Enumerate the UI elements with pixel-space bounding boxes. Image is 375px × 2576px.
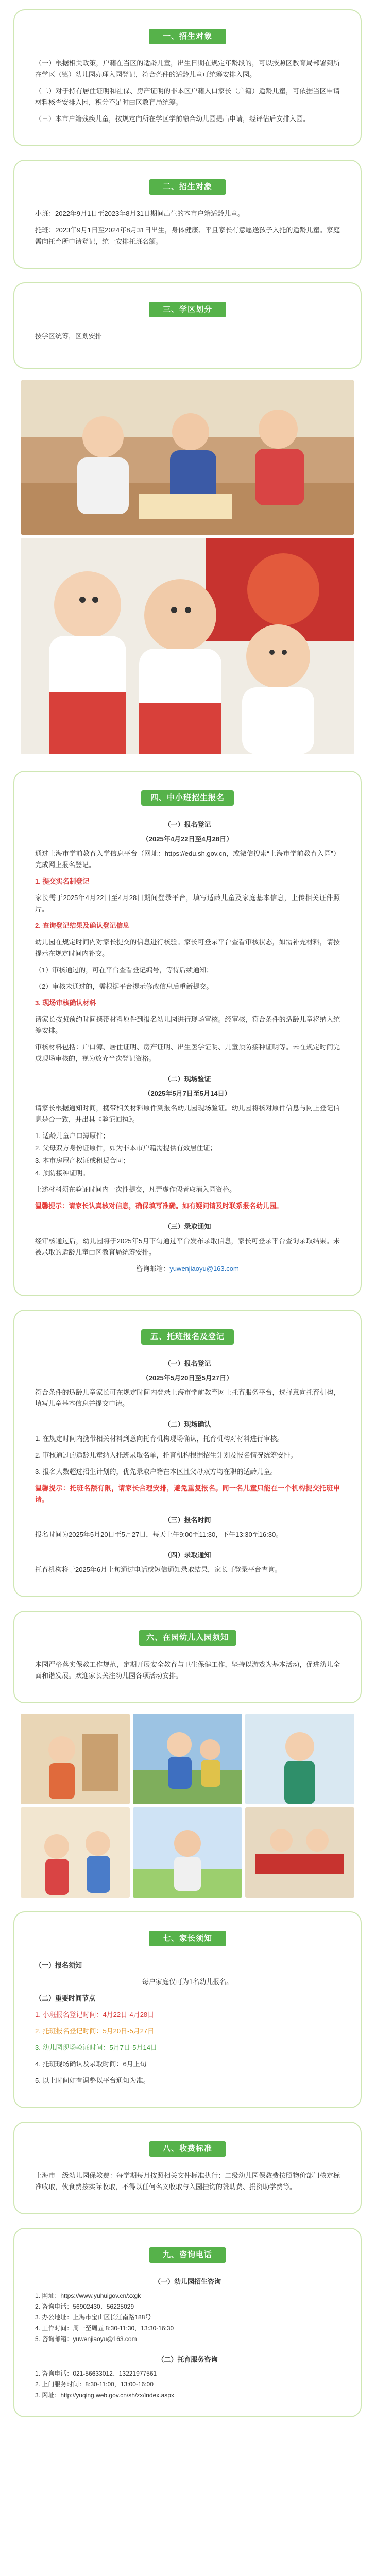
section-nursery-registration <box>13 1310 362 1597</box>
photo-activity <box>21 1807 130 1898</box>
paragraph-nursery-class: 托班：2023年9月1日至2024年8月31日出生，身体健康、平且家长有意愿送孩子入托的适龄儿童。家庭需向托育所申请登记，统一安排托班名额。 <box>35 226 340 245</box>
subheading: （二）现场验证 <box>164 1075 211 1083</box>
section-parent-notice <box>13 1911 362 2108</box>
step-heading: 3. 现场审核确认材料 <box>35 999 96 1007</box>
paragraph: 上海市一级幼儿园保教费：每学期每月按照相关文件标准执行；二级幼儿园保教费按照物价部门核定标准收取，伙食费按实际收取，不得以任何名义收取与入园挂钩的赞助费、捐资助学费等。 <box>35 2172 340 2191</box>
paragraph: 2. 审核通过的适龄儿童纳入托班录取名单，托育机构根据招生计划及报名情况统筹安排。 <box>35 1451 297 1459</box>
paragraph: （一）根据相关政策，户籍在当区的适龄儿童，出生日期在规定年龄段的，可以按照区教育局部署到所在学区（镇）幼儿园办理入园登记，符合条件的适龄儿童可统筹安排入园。 <box>35 59 340 78</box>
list-item: 4. 预防接种证明。 <box>35 1169 90 1177</box>
contact-line: 3. 办公地址：上海市宝山区长江南路188号 <box>35 2314 151 2321</box>
contact-line[interactable]: 3. 网址：http://yuqing.web.gov.cn/sh/zx/index.aspx <box>35 2392 174 2399</box>
paragraph: 经审核通过后，幼儿园将于2025年5月下旬通过平台发布录取信息，家长可登录平台查询录取结果。未被录取的适龄儿童由区教育局统筹安排。 <box>35 1237 340 1256</box>
subheading: （一）报名登记 <box>164 1360 211 1367</box>
paragraph: （三）本市户籍残疾儿童，按规定向所在学区学前融合幼儿园提出申请，经评估后安排入园。 <box>35 115 310 123</box>
paragraph: 按学区统筹，区划安排 <box>35 332 103 340</box>
section-title: 七、家长须知 <box>149 1931 226 1946</box>
contact-line[interactable]: 5. 咨询邮箱：yuwenjiaoyu@163.com <box>35 2335 137 2343</box>
paragraph: 幼儿园在规定时间内对家长提交的信息进行核验。家长可登录平台查看审核状态，如需补充材料，请按提示在规定时间内补交。 <box>35 938 340 957</box>
contact-line: 2. 上门服务时间：8:30-11:00，13:00-16:00 <box>35 2381 154 2388</box>
paragraph-small-class: 小班：2022年9月1日至2023年8月31日期间出生的本市户籍适龄儿童。 <box>35 210 244 217</box>
paragraph: 报名时间为2025年5月20日至5月27日，每天上午9:00至11:30，下午13:30至16:30。 <box>35 1531 283 1538</box>
warning-text: 温馨提示：请家长认真核对信息，确保填写准确。如有疑问请及时联系报名幼儿园。 <box>35 1202 283 1210</box>
photo-activity <box>21 1714 130 1804</box>
section-fees <box>13 2122 362 2214</box>
section-district <box>13 282 362 369</box>
contact-line: 2. 咨询电话：56902430、56225029 <box>35 2303 134 2310</box>
notice-heading: （二）重要时间节点 <box>35 1994 96 2002</box>
paragraph: 通过上海市学前教育入学信息平台（网址：https://edu.sh.gov.cn，或微信搜索“上海市学前教育入园”）完成网上报名登记。 <box>35 850 340 869</box>
timeline-item: 2. 托班报名登记时间：5月20日-5月27日 <box>35 2027 155 2035</box>
subheading: （四）录取通知 <box>164 1551 211 1559</box>
section-title: 八、收费标准 <box>149 2141 226 2157</box>
section-kindergarten-notice <box>13 1611 362 1703</box>
subheading-date: （2025年5月20日至5月27日） <box>142 1374 233 1382</box>
subheading-date: （2025年4月22日至4月28日） <box>142 835 233 843</box>
subheading-date: （2025年5月7日至5月14日） <box>144 1090 231 1097</box>
contact-email[interactable]: yuwenjiaoyu@163.com <box>169 1265 239 1273</box>
list-item: 1. 适龄儿童户口簿原件； <box>35 1132 110 1140</box>
subheading: （一）报名登记 <box>164 821 211 828</box>
section-title: 二、招生对象 <box>149 179 226 195</box>
timeline-item: 4. 托班现场确认及录取时间：6月上旬 <box>35 2060 147 2068</box>
paragraph: 本园严格落实保教工作规范，定期开展安全教育与卫生保健工作，坚持以游戏为基本活动，促进幼儿全面和谐发展。欢迎家长关注幼儿园各项活动安排。 <box>35 1660 340 1680</box>
timeline-item: 3. 幼儿园现场验证时间：5月7日-5月14日 <box>35 2044 157 2052</box>
subheading: （三）报名时间 <box>164 1516 211 1524</box>
step-heading: 2. 查询登记结果及确认登记信息 <box>35 922 130 929</box>
section-title: 六、在园幼儿入园须知 <box>139 1630 236 1646</box>
section-title: 五、托班报名及登记 <box>141 1329 234 1345</box>
paragraph: 家长需于2025年4月22日至4月28日期间登录平台，填写适龄儿童及家庭基本信息，上传相关证件照片。 <box>35 894 340 913</box>
section-title: 三、学区划分 <box>149 302 226 317</box>
contact-line[interactable]: 1. 网址：https://www.yuhuigov.cn/xxgk <box>35 2292 141 2299</box>
photo-activity <box>133 1807 242 1898</box>
paragraph: 每户家庭仅可为1名幼儿报名。 <box>142 1978 233 1986</box>
photo-children-craft <box>21 380 354 535</box>
contact-label: 咨询邮箱： <box>136 1265 170 1273</box>
paragraph: 上述材料须在验证时间内一次性提交，凡弄虚作假者取消入园资格。 <box>35 1185 236 1193</box>
photo-children-smiling <box>21 538 354 754</box>
paragraph: （二）对于持有居住证明和社保、房产证明的非本区户籍人口家长（户籍）适龄儿童，可依据当区申请材料核查安排入园，积分不足时由区教育局统筹。 <box>35 87 340 106</box>
list-item: 3. 本市房屋产权证或租赁合同； <box>35 1157 130 1164</box>
timeline-item: 5. 以上时间如有调整以平台通知为准。 <box>35 2077 150 2084</box>
paragraph: （1）审核通过的，可在平台查看登记编号，等待后续通知； <box>35 966 213 974</box>
section-age-range <box>13 160 362 269</box>
paragraph: 请家长根据通知时间，携带相关材料原件到报名幼儿园现场验证。幼儿园将核对原件信息与网上登记信息是否一致，并出具《验证回执》。 <box>35 1104 340 1123</box>
paragraph: 托育机构将于2025年6月上旬通过电话或短信通知录取结果，家长可登录平台查询。 <box>35 1566 282 1573</box>
subheading: （二）托育服务咨询 <box>157 2355 218 2363</box>
contact-line <box>35 1263 340 1275</box>
section-small-class-registration <box>13 771 362 1296</box>
contact-line: 1. 咨询电话：021-56633012、13221977561 <box>35 2370 157 2377</box>
section-contact <box>13 2228 362 2417</box>
paragraph: 符合条件的适龄儿童家长可在规定时间内登录上海市学前教育网上托育服务平台，选择意向托育机构，填写儿童基本信息并提交申请。 <box>35 1388 340 1408</box>
section-enrollment-targets <box>13 9 362 146</box>
paragraph: （2）审核未通过的，需根据平台提示修改信息后重新提交。 <box>35 982 213 990</box>
photo-grid-activities <box>21 1714 354 1898</box>
section-title: 一、招生对象 <box>149 29 226 44</box>
step-heading: 1. 提交实名制登记 <box>35 877 90 885</box>
list-item: 2. 父母双方身份证原件，如为非本市户籍需提供有效居住证； <box>35 1144 217 1152</box>
paragraph: 3. 报名人数超过招生计划的，优先录取户籍在本区且父母双方均在职的适龄儿童。 <box>35 1468 277 1476</box>
paragraph: 审核材料包括：户口簿、居住证明、房产证明、出生医学证明、儿童预防接种证明等。未在规定时间完成现场审核的，视为放弃当次登记资格。 <box>35 1043 340 1062</box>
subheading: （二）现场确认 <box>164 1420 211 1428</box>
subheading: （一）幼儿园招生咨询 <box>154 2278 221 2285</box>
paragraph: 1. 在规定时间内携带相关材料到意向托育机构现场确认，托育机构对材料进行审核。 <box>35 1435 284 1443</box>
notice-heading: （一）报名须知 <box>35 1961 82 1969</box>
section-title: 九、咨询电话 <box>149 2247 226 2263</box>
paragraph: 请家长按照预约时间携带材料原件到报名幼儿园进行现场审核。经审核，符合条件的适龄儿童将纳入统筹安排。 <box>35 1015 340 1035</box>
section-title: 四、中小班招生报名 <box>141 790 234 806</box>
warning-text: 温馨提示：托班名额有限，请家长合理安排，避免重复报名。同一名儿童只能在一个机构提交托班申请。 <box>35 1484 340 1503</box>
timeline-item: 1. 小班报名登记时间：4月22日-4月28日 <box>35 2011 155 2019</box>
photo-activity <box>245 1714 354 1804</box>
photo-activity <box>245 1807 354 1898</box>
subheading: （三）录取通知 <box>164 1223 211 1230</box>
photo-activity <box>133 1714 242 1804</box>
contact-line: 4. 工作时间：周一至周五 8:30-11:30，13:30-16:30 <box>35 2325 174 2332</box>
